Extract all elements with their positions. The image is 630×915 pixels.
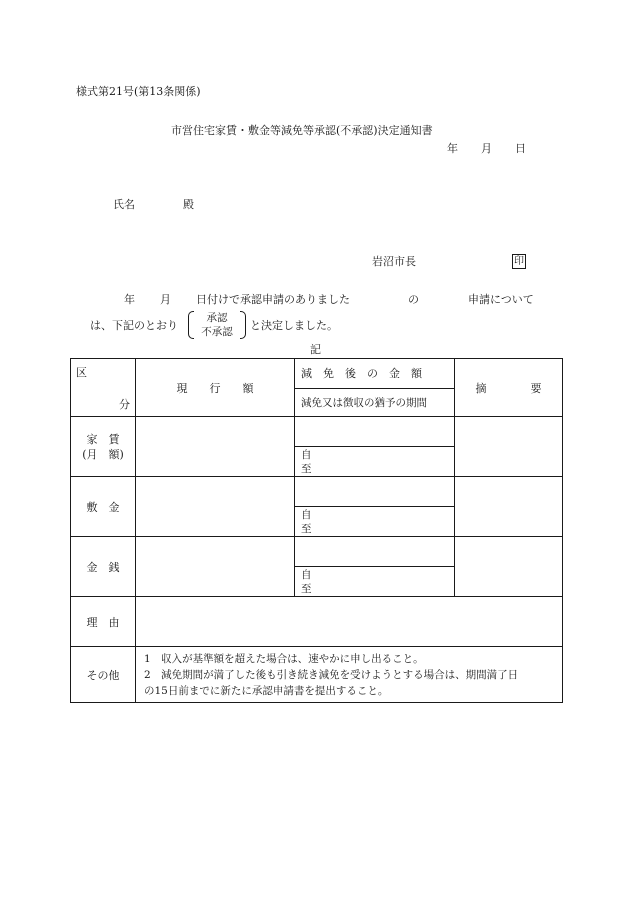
remarks-header: 摘 要 bbox=[455, 359, 563, 417]
current-amount-header: 現 行 額 bbox=[136, 359, 295, 417]
choice-not-approved: 不承認 bbox=[201, 326, 233, 338]
other-row bbox=[71, 647, 563, 703]
table-row bbox=[71, 417, 563, 447]
note-item-2: 2 減免期間が満了した後も引き続き減免を受けようとする場合は、期間満了日 bbox=[144, 668, 519, 681]
rent-period-to: 至 bbox=[301, 462, 312, 475]
rent-remarks bbox=[455, 417, 563, 477]
other-label: その他 bbox=[71, 647, 136, 703]
ki-heading: 記 bbox=[310, 343, 321, 356]
rent-reduced-amount bbox=[295, 417, 455, 447]
document-title: 市営住宅家賃・敷金等減免等承認(不承認)決定通知書 bbox=[171, 124, 433, 137]
recipient-name-label: 氏名 bbox=[113, 198, 135, 211]
money-label: 金 銭 bbox=[71, 537, 136, 597]
deposit-period-to: 至 bbox=[301, 522, 312, 535]
seal-mark bbox=[512, 254, 526, 269]
table-row bbox=[71, 477, 563, 507]
body-text-part4: と決定しました。 bbox=[250, 319, 338, 332]
deposit-reduced-amount bbox=[295, 477, 455, 507]
date-month-label: 月 bbox=[481, 142, 492, 155]
reduced-period-header: 減免又は徴収の猶予の期間 bbox=[295, 388, 455, 417]
deposit-period bbox=[295, 507, 455, 537]
body-text-part2: 申請について bbox=[468, 293, 534, 306]
body-text-no: の bbox=[408, 293, 419, 306]
date-year-label: 年 bbox=[447, 142, 458, 155]
seal-box: 印 bbox=[514, 256, 524, 267]
rent-sublabel: (月 額) bbox=[82, 447, 124, 461]
kubun-top: 区 bbox=[76, 366, 87, 379]
kubun-bottom: 分 bbox=[119, 398, 130, 411]
deposit-remarks bbox=[455, 477, 563, 537]
approval-choice-bracket bbox=[188, 311, 246, 339]
reason-row bbox=[71, 597, 563, 647]
money-remarks bbox=[455, 537, 563, 597]
notes-cell bbox=[136, 647, 563, 703]
rent-label-cell bbox=[71, 417, 136, 477]
body-text-part1: 日付けで承認申請のありました bbox=[196, 293, 350, 306]
reduced-amount-header: 減 免 後 の 金 額 bbox=[295, 359, 455, 389]
note-item-2-cont: の15日前までに新たに承認申請書を提出すること。 bbox=[144, 684, 389, 697]
issuer-label: 岩沼市長 bbox=[372, 255, 416, 268]
body-year-label: 年 bbox=[124, 293, 135, 306]
deposit-current-amount bbox=[136, 477, 295, 537]
rent-period-from: 自 bbox=[301, 448, 312, 461]
deposit-label: 敷 金 bbox=[71, 477, 136, 537]
rent-period bbox=[295, 447, 455, 477]
money-current-amount bbox=[136, 537, 295, 597]
reduction-table bbox=[70, 358, 563, 703]
reason-label: 理 由 bbox=[71, 597, 136, 647]
reason-content bbox=[136, 597, 563, 647]
body-text-part3: は、下記のとおり bbox=[90, 319, 178, 332]
body-month-label: 月 bbox=[160, 293, 171, 306]
date-day-label: 日 bbox=[515, 142, 526, 155]
choice-approved: 承認 bbox=[206, 312, 228, 324]
form-number: 様式第21号(第13条関係) bbox=[76, 85, 201, 98]
note-item-1: 1 収入が基準額を超えた場合は、速やかに申し出ること。 bbox=[144, 652, 424, 665]
money-period-from: 自 bbox=[301, 568, 312, 581]
money-period bbox=[295, 567, 455, 597]
deposit-period-from: 自 bbox=[301, 508, 312, 521]
kubun-header bbox=[71, 359, 136, 417]
header-row bbox=[71, 359, 563, 389]
rent-label: 家 賃 bbox=[86, 432, 120, 446]
money-reduced-amount bbox=[295, 537, 455, 567]
money-period-to: 至 bbox=[301, 582, 312, 595]
rent-current-amount bbox=[136, 417, 295, 477]
recipient-honorific: 殿 bbox=[183, 198, 194, 211]
table-row bbox=[71, 537, 563, 567]
